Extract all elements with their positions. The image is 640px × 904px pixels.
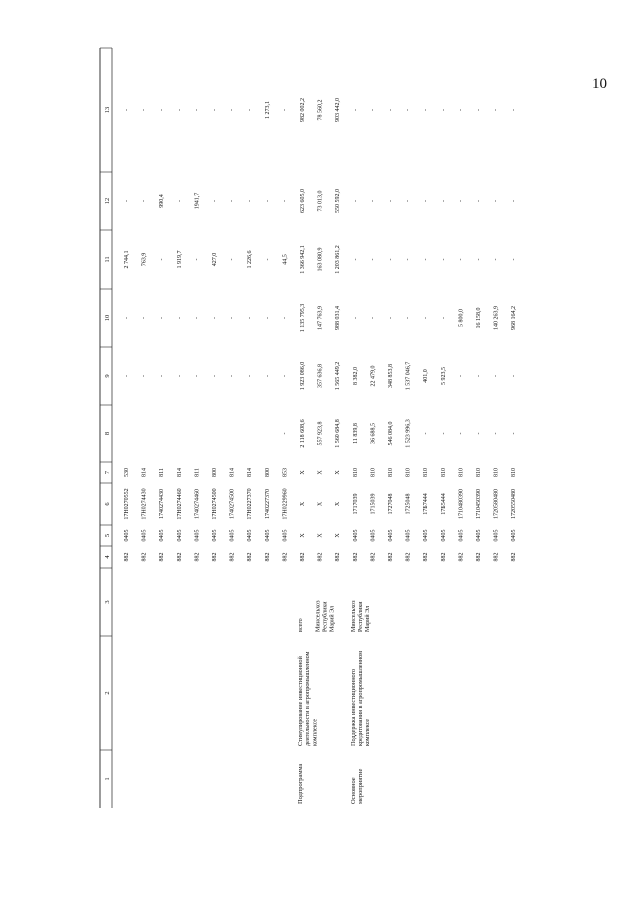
table-cell-c5: 0405 (229, 529, 236, 542)
column-number-13: 13 (104, 106, 111, 114)
column3-label: Минсельхоз (350, 600, 357, 632)
table-cell-c13: - (476, 109, 482, 111)
table-cell-c13: 903 442,0 (335, 98, 342, 122)
table-cell-c7: X (300, 470, 306, 475)
column-number-5: 5 (104, 533, 111, 538)
table-cell-c8: 1 523 996,3 (405, 419, 412, 448)
table-cell-c7: 814 (247, 468, 254, 477)
table-cell-c5: 0405 (282, 529, 289, 542)
table-cell-c12: - (282, 200, 289, 202)
table-cell-c13: - (124, 109, 130, 111)
table-cell-c11: - (405, 258, 412, 261)
table-cell-c12: - (141, 200, 148, 202)
table-cell-c9: - (511, 375, 518, 377)
column3-label: Минсельхоз (315, 600, 322, 632)
table-cell-c13: 78 560,2 (317, 99, 324, 121)
table-cell-c12: - (124, 200, 130, 202)
table-cell-c6: 17Н0274500 (212, 488, 218, 520)
table-cell-c4: 882 (317, 552, 324, 562)
rotated-table-group (100, 48, 517, 808)
budget-table (100, 48, 520, 808)
table-cell-c7: 810 (352, 468, 359, 477)
table-cell-c7: 814 (141, 468, 148, 477)
table-cell-c11: 163 080,9 (317, 247, 324, 272)
table-cell-c11: - (476, 258, 482, 261)
table-cell-c12: - (458, 200, 465, 202)
column-number-10: 10 (104, 314, 111, 322)
table-cell-c11: - (370, 258, 377, 261)
table-cell-c13: - (247, 109, 254, 111)
table-cell-c13: - (194, 109, 201, 111)
table-cell-c6: 1717039 (352, 493, 359, 515)
table-cell-c8: - (476, 432, 482, 435)
table-cell-c12: - (352, 200, 359, 202)
column-number-7: 7 (104, 470, 111, 475)
table-cell-c11: - (352, 258, 359, 261)
table-cell-c4: 882 (264, 552, 271, 562)
table-cell-c5: 0405 (352, 529, 359, 542)
table-cell-c9: - (212, 375, 218, 377)
table-cell-c5: 0405 (212, 529, 218, 542)
table-cell-c12: - (440, 200, 447, 202)
table-cell-c10: - (264, 317, 271, 319)
section-type-label: Подпрограмма (297, 763, 304, 804)
table-cell-c4: 882 (352, 552, 359, 562)
table-cell-c12: - (388, 200, 394, 202)
table-cell-c13: - (212, 109, 218, 111)
table-cell-c7: 810 (423, 468, 430, 477)
table-cell-c6: 1740274500 (229, 489, 236, 519)
table-cell-c7: 810 (440, 468, 447, 477)
table-cell-c11: 1 366 942,1 (300, 245, 306, 274)
table-cell-c6: 17Н0229960 (282, 488, 289, 520)
column3-label: Республики (322, 601, 329, 632)
table-cell-c5: 0405 (159, 529, 166, 542)
table-cell-c9: 1 565 449,2 (335, 361, 342, 391)
table-cell-c6: 1710450390 (476, 489, 482, 519)
table-cell-c8: - (282, 432, 289, 435)
table-cell-c5: 0405 (176, 529, 183, 542)
table-cell-c9: 1 923 086,0 (300, 361, 306, 391)
table-cell-c7: 800 (264, 468, 271, 477)
table-cell-c5: 0405 (194, 529, 201, 542)
table-cell-c10: 5 800,0 (458, 309, 465, 327)
table-cell-c5: X (335, 533, 342, 538)
table-cell-c7: 810 (511, 468, 518, 477)
table-cell-c4: 882 (370, 552, 377, 562)
table-cell-c10: - (229, 317, 236, 319)
section-name-line: комплексе (311, 718, 319, 746)
table-cell-c7: 811 (194, 468, 201, 477)
table-cell-c7: 810 (458, 468, 465, 477)
column-number-6: 6 (104, 502, 111, 506)
table-cell-c12: - (247, 200, 254, 202)
column-number-12: 12 (104, 197, 111, 205)
table-cell-c13: - (282, 109, 289, 111)
column3-label: Республики (357, 601, 364, 632)
table-cell-c5: 0405 (141, 529, 148, 542)
table-cell-c12: - (423, 200, 430, 202)
section-name-line: комплексе (364, 718, 372, 746)
table-cell-c8: - (440, 432, 447, 435)
table-cell-c11: 1 919,7 (176, 250, 183, 269)
table-cell-c5: 0405 (405, 529, 412, 542)
table-cell-c6: 1740227370 (264, 489, 271, 519)
table-cell-c10: 968 164,2 (511, 306, 518, 330)
table-cell-c9: - (141, 375, 148, 377)
table-cell-c6: 1725048 (405, 493, 412, 515)
table-cell-c7: 810 (476, 468, 482, 477)
table-cell-c9: - (247, 375, 254, 377)
table-cell-c4: 882 (229, 552, 236, 562)
table-cell-c4: 882 (141, 552, 148, 562)
column-number-1: 1 (104, 777, 111, 781)
table-cell-c4: 882 (405, 552, 412, 562)
table-cell-c6: 1727048 (388, 493, 394, 515)
table-cell-c6: X (317, 501, 324, 507)
table-cell-c7: 810 (405, 468, 412, 477)
table-cell-c7: 853 (282, 468, 289, 477)
section-name-line: Стимулирование инвестиционной (297, 656, 304, 746)
table-cell-c4: 882 (476, 552, 482, 562)
table-cell-c9: 401,0 (423, 369, 430, 383)
column3-label: Марий Эл (364, 605, 371, 632)
table-cell-c13: - (370, 109, 377, 111)
table-cell-c13: - (141, 109, 148, 111)
table-cell-c9: - (124, 375, 130, 377)
table-cell-c7: 814 (176, 468, 183, 477)
table-cell-c4: 882 (176, 552, 183, 562)
table-cell-c10: - (352, 317, 359, 319)
table-cell-c12: 1941,7 (194, 192, 201, 210)
table-cell-c4: 882 (124, 552, 130, 562)
table-cell-c4: 882 (493, 552, 500, 562)
table-cell-c5: 0405 (423, 529, 430, 542)
table-cell-c11: - (194, 258, 201, 261)
table-cell-c8: 1 560 684,8 (335, 419, 342, 448)
table-cell-c12: - (511, 200, 518, 202)
table-cell-c10: 988 031,4 (335, 306, 342, 330)
table-cell-c6: X (335, 501, 342, 507)
table-cell-c12: - (405, 200, 412, 202)
table-cell-c8: 36 688,5 (370, 423, 377, 444)
table-cell-c9: - (194, 375, 201, 377)
table-cell-c4: 882 (300, 552, 306, 562)
table-cell-c9: - (264, 375, 271, 377)
table-cell-c9: 357 636,8 (317, 364, 324, 388)
table-cell-c5: X (300, 533, 306, 538)
table-cell-c13: - (458, 109, 465, 111)
table-cell-c6: 17Н0270552 (124, 488, 130, 520)
table-cell-c10: - (176, 317, 183, 319)
table-cell-c8: 557 923,8 (317, 421, 324, 446)
table-cell-c7: 810 (370, 468, 377, 477)
table-cell-c12: - (493, 200, 500, 202)
table-cell-c10: - (159, 317, 166, 319)
table-cell-c10: - (388, 317, 394, 319)
table-cell-c7: 811 (159, 468, 166, 477)
table-cell-c10: - (124, 317, 130, 319)
table-cell-c10: - (212, 317, 218, 319)
section-type-label: Основное (349, 777, 357, 804)
table-cell-c7: 530 (124, 468, 130, 477)
table-cell-c9: - (176, 375, 183, 377)
column3-label: всего (298, 618, 304, 632)
table-cell-c9: 22 479,0 (370, 365, 377, 387)
table-cell-c5: 0405 (458, 529, 465, 542)
table-cell-c11: - (423, 258, 430, 261)
table-cell-c10: 1 135 795,3 (300, 303, 306, 333)
budget-table-sheet (100, 48, 520, 808)
table-cell-c5: 0405 (440, 529, 447, 542)
table-cell-c4: 882 (335, 552, 342, 562)
table-cell-c6: 1715039 (370, 493, 377, 515)
table-cell-c11: - (440, 258, 447, 261)
table-cell-c9: - (476, 375, 482, 377)
table-cell-c4: 882 (423, 552, 430, 562)
table-cell-c10: - (141, 317, 148, 319)
table-cell-c11: - (264, 258, 271, 261)
table-cell-c11: 44,5 (282, 254, 289, 265)
column-number-2: 2 (104, 691, 111, 695)
table-cell-c4: 882 (159, 552, 166, 562)
table-cell-c4: 882 (440, 552, 447, 562)
table-cell-c8: - (511, 432, 518, 435)
table-cell-c10: 16 158,0 (476, 307, 482, 329)
section-name-line: кредитования в агропромышленном (357, 650, 364, 746)
table-cell-c4: 882 (247, 552, 254, 562)
table-cell-c13: 982 002,2 (300, 98, 306, 122)
table-cell-c10: - (405, 317, 412, 319)
column-number-3: 3 (104, 600, 111, 604)
table-cell-c13: - (511, 109, 518, 111)
table-cell-c9: 1 537 046,7 (405, 361, 412, 391)
table-cell-c11: 2 744,1 (124, 250, 130, 269)
table-cell-c6: 1720580480 (493, 489, 500, 519)
table-cell-c6: 1740274430 (159, 489, 166, 519)
table-cell-c12: - (176, 200, 183, 202)
table-cell-c13: - (352, 109, 359, 111)
table-cell-c4: 882 (388, 552, 394, 562)
table-cell-c5: 0405 (124, 529, 130, 542)
table-cell-c10: - (247, 317, 254, 319)
table-cell-c6: 1710480390 (458, 489, 465, 519)
table-cell-c8: - (423, 432, 430, 435)
table-cell-c4: 882 (212, 552, 218, 562)
table-cell-c12: 73 013,0 (317, 190, 324, 212)
table-cell-c13: 1 273,1 (264, 101, 271, 119)
section-name-line: Поддержка инвестиционного (349, 668, 357, 746)
table-cell-c6: 1740274460 (194, 489, 201, 519)
column-number-4: 4 (104, 555, 111, 559)
table-cell-c13: - (176, 109, 183, 111)
table-cell-c11: - (458, 258, 465, 261)
table-cell-c6: 17Н0227370 (247, 488, 254, 520)
table-cell-c6: 17Н0274460 (176, 488, 183, 520)
table-cell-c4: 882 (282, 552, 289, 562)
table-cell-c12: 990,4 (159, 194, 166, 208)
table-cell-c8: - (458, 432, 465, 435)
column-number-11: 11 (104, 256, 111, 263)
table-cell-c10: - (282, 317, 289, 319)
table-cell-c5: 0405 (511, 529, 518, 542)
table-cell-c6: 1720550480 (511, 489, 518, 519)
table-cell-c13: - (159, 109, 166, 111)
table-cell-c11: 1 203 861,2 (335, 245, 342, 274)
table-cell-c12: 623 605,0 (300, 189, 306, 213)
table-cell-c5: X (317, 533, 324, 538)
table-cell-c8: - (493, 432, 500, 435)
table-cell-c13: - (388, 109, 394, 111)
table-cell-c13: - (423, 109, 430, 111)
page-number: 10 (592, 76, 607, 92)
table-cell-c7: 810 (493, 468, 500, 477)
table-cell-c9: - (458, 375, 465, 377)
table-cell-c7: 810 (388, 468, 394, 477)
table-cell-c12: - (476, 200, 482, 202)
table-cell-c13: - (405, 109, 412, 111)
table-cell-c8: 2 118 608,6 (300, 419, 306, 448)
table-cell-c6: 17Н0274430 (141, 488, 148, 520)
table-cell-c11: - (159, 258, 166, 261)
table-cell-c8: 546 084,0 (388, 421, 394, 446)
column3-label: Марий Эл (329, 605, 336, 632)
table-cell-c6: X (300, 501, 306, 507)
table-cell-c12: - (229, 200, 236, 202)
table-cell-c5: 0405 (388, 529, 394, 542)
table-cell-c6: 17Б5444 (440, 493, 447, 515)
table-cell-c10: 140 263,9 (493, 306, 500, 330)
table-cell-c9: 348 853,8 (388, 364, 394, 388)
table-cell-c12: - (370, 200, 377, 202)
table-cell-c5: 0405 (264, 529, 271, 542)
table-cell-c7: 800 (212, 468, 218, 477)
table-cell-c12: - (264, 200, 271, 202)
column-number-8: 8 (104, 431, 111, 436)
column-number-9: 9 (104, 374, 111, 378)
table-cell-c7: X (317, 470, 324, 475)
table-cell-c4: 882 (458, 552, 465, 562)
table-cell-c11: - (388, 258, 394, 261)
table-cell-c12: - (212, 200, 218, 202)
table-cell-c10: - (194, 317, 201, 319)
table-cell-c11: 763,9 (141, 252, 148, 267)
table-cell-c11: 1 226,6 (247, 250, 254, 269)
section-name-line: деятельности в агропромышленном (304, 651, 312, 746)
table-cell-c11: - (511, 258, 518, 261)
table-cell-c9: - (493, 375, 500, 377)
table-cell-c10: 147 763,9 (317, 306, 324, 330)
table-cell-c5: 0405 (476, 529, 482, 542)
section-type-label: мероприятие (357, 768, 364, 804)
table-cell-c7: 814 (229, 468, 236, 477)
table-cell-c10: - (423, 317, 430, 319)
table-cell-c9: - (282, 375, 289, 377)
table-cell-c5: 0405 (247, 529, 254, 542)
table-cell-c8: 11 839,8 (352, 423, 359, 444)
table-cell-c10: - (370, 317, 377, 319)
table-cell-c9: 8 382,0 (352, 367, 359, 385)
table-cell-c9: - (229, 375, 236, 377)
table-cell-c12: 550 592,0 (335, 189, 342, 213)
table-cell-c5: 0405 (493, 529, 500, 542)
table-cell-c13: - (229, 109, 236, 111)
table-cell-c7: X (335, 470, 342, 475)
table-cell-c4: 882 (194, 552, 201, 562)
table-cell-c11: 427,0 (212, 252, 218, 267)
table-cell-c9: - (159, 375, 166, 377)
table-cell-c4: 882 (511, 552, 518, 562)
table-cell-c9: 5 923,5 (440, 367, 447, 385)
table-cell-c13: - (440, 109, 447, 111)
table-cell-c11: - (493, 258, 500, 261)
table-cell-c11: - (229, 258, 236, 261)
table-cell-c6: 17Б7444 (423, 493, 430, 515)
table-cell-c13: - (493, 109, 500, 111)
table-cell-c5: 0405 (370, 529, 377, 542)
table-cell-c10: - (440, 317, 447, 319)
